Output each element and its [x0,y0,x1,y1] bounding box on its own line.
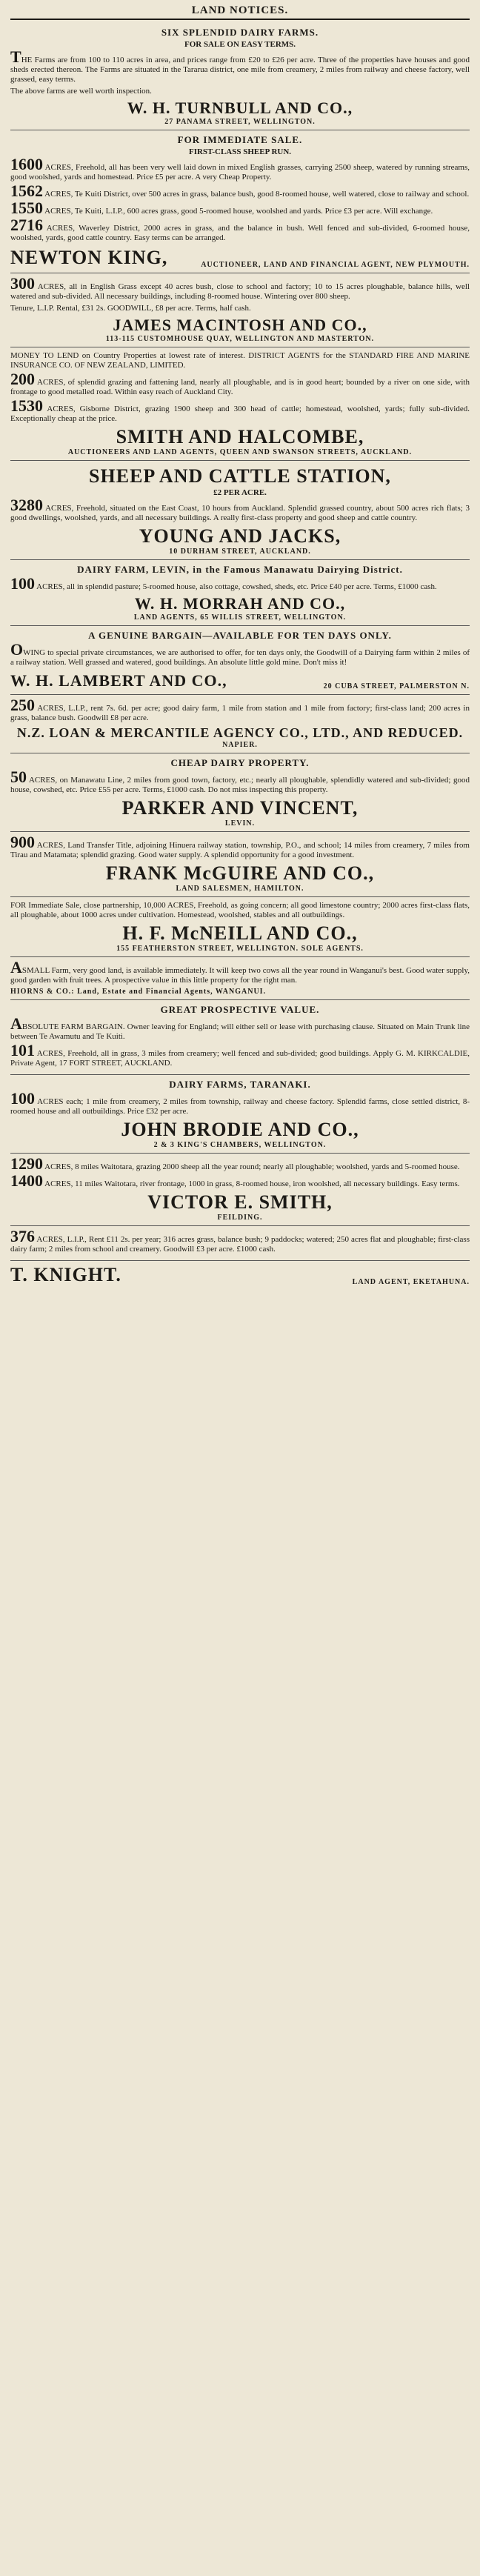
ad-lead: A [10,1014,22,1033]
ad-text: MONEY TO LEND on Country Properties at lowest rate of interest. DISTRICT AGENTS for the STANDARD FIRE AND MARINE INSURANCE CO. OF NEW ZEALAND, LIMITED. [10,351,470,370]
firm-address: AUCTIONEER, LAND AND FINANCIAL AGENT, NEW PLYMOUTH. [201,261,470,269]
ad-subheader: FIRST-CLASS SHEEP RUN. [188,147,292,156]
signature-row [10,245,470,269]
ad-paragraph [10,958,470,985]
ad-paragraph [10,155,470,182]
ad-text: WING to special private circumstances, we are authorised to offer, for ten days only, the Goodwill of a Dairying farm within 2 miles of a railway station. Well grassed and watered, good buildings. An absolute little gold mine. Don't miss it! [10,648,470,667]
ad-lead: A [10,958,22,976]
firm-name: H. F. McNEILL AND CO., [122,922,358,944]
firm-name: JAMES MACINTOSH AND CO., [113,316,367,334]
ad-text: ACRES, Waverley District, 2000 acres in grass, and the balance in bush. Well fenced and sub-divided, 6-roomed house, woolshed, yards, good cattle country. Easy terms can be arranged. [10,224,470,242]
ad-text: ACRES, Te Kuiti, L.I.P., 600 acres grass, good 5-roomed house, woolshed and yards. Price £3 per acre. Will exchange. [44,207,433,216]
ad-lead: 376 [10,1227,35,1245]
ad-paragraph [10,274,470,302]
advertisement [10,957,470,1000]
ad-lead: 100 [10,1089,35,1108]
ad-paragraph [10,351,470,370]
advertisement [10,347,470,461]
advertisement [10,461,470,560]
ad-paragraph [10,87,470,96]
ad-text: ACRES, all in English Grass except 40 acres bush, close to school and factory; 10 to 15 acres ploughable, balance hills, well watered and sub-divided. All necessary buildings, including 8-roomed house. Wintering over 800 sheep. [10,282,470,301]
ad-lead: T [10,47,21,66]
ad-paragraph [10,1014,470,1042]
firm-address: 20 CUBA STREET, PALMERSTON N. [323,682,470,690]
ad-lead: 1530 [10,396,43,415]
ad-lead: 1562 [10,182,43,200]
firm-name: SMITH AND HALCOMBE, [116,426,364,447]
firm-name: N.Z. LOAN & MERCANTILE AGENCY CO., LTD., AND REDUCED. [16,725,464,740]
ad-text: BSOLUTE FARM BARGAIN. Owner leaving for England; will either sell or lease with purchasing clause. Situated on Main Trunk line between Te Awamutu and Te Kuiti. [10,1022,470,1041]
ad-paragraph [10,1227,470,1254]
ad-paragraph [10,47,470,84]
ad-paragraph [10,370,470,397]
firm-name: NEWTON KING, [10,247,168,268]
ad-lead: 50 [10,768,27,786]
ad-header: FOR IMMEDIATE SALE. [177,134,303,145]
firm-name: FRANK McGUIRE AND CO., [105,862,375,884]
ad-lead: 1290 [10,1154,43,1173]
ad-text: ACRES, of splendid grazing and fattening land, nearly all ploughable, and is in good heart; bounded by a river on one side, with frontage to good metalled road. Within easy reach of Auckland City. [10,378,470,396]
firm-address: 155 FEATHERSTON STREET, WELLINGTON. SOLE AGENTS. [116,945,364,953]
firm-address: LAND SALESMEN, HAMILTON. [176,885,304,893]
firm-name: VICTOR E. SMITH, [147,1191,333,1213]
ad-lead: 300 [10,274,35,293]
firm-address: FEILDING. [217,1214,263,1222]
footer-agent-name: T. KNIGHT. [10,1264,121,1285]
advertisement [10,560,470,626]
ad-lead: 900 [10,833,35,851]
firm-address: AUCTIONEERS AND LAND AGENTS, QUEEN AND SWANSON STREETS, AUCKLAND. [67,448,413,456]
firm-name: YOUNG AND JACKS, [139,525,341,547]
ad-text: ACRES, L.I.P., rent 7s. 6d. per acre; good dairy farm, 1 mile from station and 1 mile from factory; first-class land; 200 acres in grass, balance bush. Goodwill £8 per acre. [10,704,470,722]
ad-lead: 101 [10,1041,35,1059]
ad-text: ACRES, on Manawatu Line, 2 miles from good town, factory, etc.; nearly all ploughable, splendidly watered and sub-divided; good house, cowshed, etc. Price £55 per acre. Terms, £1000 cash. Do not miss inspecting this property. [10,776,470,794]
ad-paragraph [10,901,470,920]
ad-text: ACRES, 8 miles Waitotara, grazing 2000 sheep all the year round; nearly all ploughable; woolshed, yards and 5-roomed house. [44,1162,460,1171]
ad-header: A GENUINE BARGAIN—AVAILABLE FOR TEN DAYS ONLY. [88,630,392,641]
ad-lead: O [10,640,24,659]
advertisement [10,1000,470,1075]
land-notices-page [7,0,473,1286]
ad-header: SHEEP AND CATTLE STATION, [89,465,391,487]
ad-header: DAIRY FARMS, TARANAKI. [169,1079,311,1090]
ad-text: The above farms are well worth inspection. [10,87,152,96]
ad-text: ACRES, Te Kuiti District, over 500 acres in grass, balance bush, good 8-roomed house, well watered, close to railway and school. [44,190,470,199]
advertisement [10,695,470,753]
firm-address: NAPIER. [222,741,258,749]
page-footer [10,1261,470,1286]
ad-paragraph [10,696,470,723]
ad-text: Tenure, L.I.P. Rental, £31 2s. GOODWILL, £8 per acre. Terms, half cash. [10,304,251,313]
firm-address: LEVIN. [224,819,256,828]
ad-lead: 3280 [10,496,43,514]
firm-name: JOHN BRODIE AND CO., [121,1119,359,1140]
advertisement [10,273,470,347]
firm-address: 10 DURHAM STREET, AUCKLAND. [169,548,311,556]
ad-lead: 1600 [10,155,43,173]
ad-paragraph [10,184,470,199]
advertisement [10,626,470,695]
advertisement [10,897,470,957]
firm-name: PARKER AND VINCENT, [121,797,359,819]
advertisement [10,832,470,897]
ad-paragraph [10,768,470,795]
advertisement [10,1154,470,1226]
ad-paragraph [10,496,470,523]
ad-header: SIX SPLENDID DAIRY FARMS. [161,27,319,38]
ad-subheader: £2 PER ACRE. [213,488,267,497]
ad-lead: 200 [10,370,35,388]
ad-paragraph [10,574,470,593]
advertisement [10,1226,470,1261]
ad-paragraph [10,216,470,243]
ad-text: ACRES, all in splendid pasture; 5-roomed house, also cottage, cowshed, sheds, etc. Price £40 per acre. Terms, £1000 cash. [36,582,437,591]
advertisement [10,130,470,273]
signature-row [10,670,470,690]
ad-paragraph [10,396,470,424]
advertisement [10,23,470,130]
firm-name: W. H. TURNBULL AND CO., [127,99,353,117]
ad-text: ACRES, Land Transfer Title, adjoining Hinuera railway station, township, P.O., and school; 14 miles from creamery, 7 miles from Tirau and Matamata; splendid grazing. Good water supply. A splendid opportunity for a good investment. [10,841,470,859]
firm-address: 27 PANAMA STREET, WELLINGTON. [164,118,316,126]
ad-paragraph [10,833,470,860]
firm-address: 113-115 CUSTOMHOUSE QUAY, WELLINGTON AND MASTERTON. [105,335,375,343]
ad-lead: 1550 [10,199,43,217]
footer-agent-role: LAND AGENT, EKETAHUNA. [352,1278,470,1286]
ad-paragraph [10,1041,470,1068]
advertisement [10,753,470,832]
ad-text: ACRES, Freehold, all has been very well laid down in mixed English grasses, carrying 2500 sheep, watered by running streams, good woolshed, yards and homestead. Price £5 per acre. A very Cheap Property. [10,163,470,182]
ad-text: SMALL Farm, very good land, is available immediately. It will keep two cows all the year round in Wanganui's best. Good water supply, good garden with fruit trees. A prospective value in this little property for the right man. [10,966,470,985]
ad-lead: 100 [10,574,35,593]
ad-paragraph [10,1171,470,1190]
ad-text: ACRES each; 1 mile from creamery, 2 miles from township, railway and cheese factory. Splendid farms, close settled district, 8-roomed house and all outbuildings. Price £32 per acre. [10,1097,470,1116]
firm-address: 2 & 3 KING'S CHAMBERS, WELLINGTON. [153,1141,327,1149]
firm-address: LAND AGENTS, 65 WILLIS STREET, WELLINGTON. [133,613,347,622]
ad-lead: 250 [10,696,35,714]
ad-subheader: FOR SALE ON EASY TERMS. [184,40,296,49]
ad-text: ACRES, Gisborne District, grazing 1900 sheep and 300 head of cattle; homestead, woolshed, yards; fully sub-divided. Exceptionally cheap at the price. [10,405,470,423]
ad-text: ACRES, L.I.P., Rent £11 2s. per year; 316 acres grass, balance bush; 9 paddocks; watered; 250 acres flat and ploughable; first-class dairy farm; 2 miles from school and creamery. Goodwill £3 per acre. £1000 cash. [10,1235,470,1254]
firm-address: HIORNS & CO.: Land, Estate and Financial Agents, WANGANUI. [10,988,267,996]
ad-text: HE Farms are from 100 to 110 acres in area, and prices range from £20 to £26 per acre. Three of the properties have houses and good sheds erected thereon. The Farms are situated in the Tararua district, one mile from creamery, 2 miles from railway and cheese factory, well grassed, easy terms. [10,56,470,84]
ad-text: ACRES, 11 miles Waitotara, river frontage, 1000 in grass, 8-roomed house, iron woolshed, all necessary buildings. Easy terms. [44,1179,460,1188]
advertisement [10,1075,470,1154]
ad-paragraph [10,199,470,217]
ad-lead: 2716 [10,216,43,234]
ad-lead: 1400 [10,1171,43,1190]
ad-text: ACRES, Freehold, all in grass, 3 miles from creamery; well fenced and sub-divided; good buildings. Apply G. M. KIRKCALDIE, Private Agent, 17 FORT STREET, AUCKLAND. [10,1049,470,1068]
ad-paragraph [10,304,470,313]
ad-header: CHEAP DAIRY PROPERTY. [170,757,310,768]
ad-text: FOR Immediate Sale, close partnership, 10,000 ACRES, Freehold, as going concern; all good limestone country; 2000 acres first-class flats, all ploughable, about 1000 acres under cultivation. Homestead, woolshed, stables and all outbuildings. [10,901,470,919]
ad-header: DAIRY FARM, LEVIN, in the Famous Manawatu Dairying District. [77,564,403,575]
ad-paragraph [10,1089,470,1116]
firm-name: W. H. LAMBERT AND CO., [10,671,227,690]
ad-paragraph [10,640,470,668]
page-title: LAND NOTICES. [10,4,470,20]
ad-paragraph [10,1154,470,1173]
ad-header: GREAT PROSPECTIVE VALUE. [160,1004,320,1015]
ad-text: ACRES, Freehold, situated on the East Coast, 10 hours from Auckland. Splendid grassed country, about 500 acres rich flats; 3 good dwellings, woolshed, yards, and all necessary buildings. A really first-class property and good sheep and cattle country. [10,504,470,522]
firm-name: W. H. MORRAH AND CO., [134,594,346,613]
